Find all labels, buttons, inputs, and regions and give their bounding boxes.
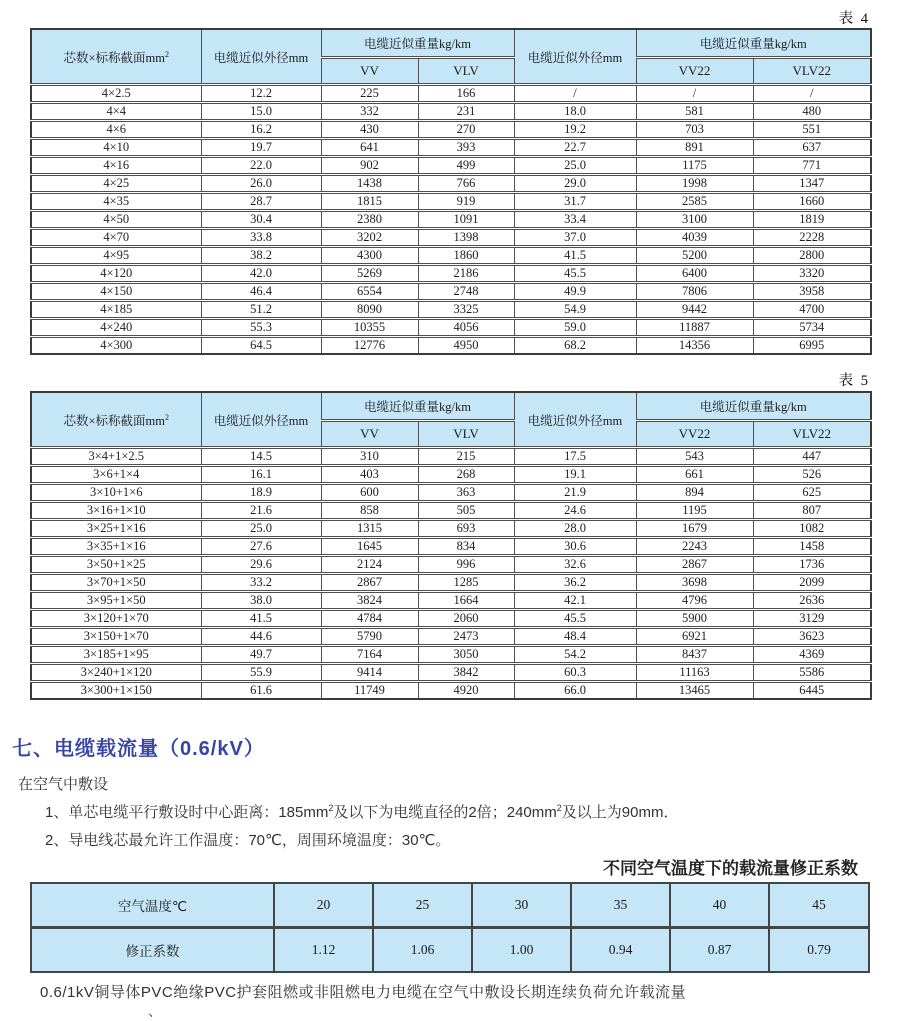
table-cell: 215 <box>418 448 514 466</box>
table-cell: 393 <box>418 139 514 157</box>
table-cell: 1438 <box>321 175 418 193</box>
table-cell: 581 <box>636 103 753 121</box>
air-temperature-label: 空气温度℃ <box>31 883 274 928</box>
table-row <box>31 283 871 301</box>
table-cell: 2867 <box>321 574 418 592</box>
table-cell: 5586 <box>753 664 871 682</box>
table-cell: 4700 <box>753 301 871 319</box>
table-cell: 1.12 <box>274 928 373 973</box>
table-cell: 3×185+1×95 <box>31 646 201 664</box>
table-row <box>31 157 871 175</box>
table-cell: 29.0 <box>514 175 636 193</box>
section-heading: 七、电缆载流量（0.6/kV） <box>12 738 265 760</box>
table-cell: / <box>514 85 636 103</box>
table-cell: 8090 <box>321 301 418 319</box>
note-item-2: 2、导电线芯最允许工作温度：70℃，周围环境温度：30℃。 <box>45 832 451 849</box>
table-cell: 834 <box>418 538 514 556</box>
table-cell: 703 <box>636 121 753 139</box>
table-cell: 0.79 <box>769 928 869 973</box>
table-cell: 332 <box>321 103 418 121</box>
table-cell: 3×120+1×70 <box>31 610 201 628</box>
col-header-weight-2: 电缆近似重量kg/km <box>636 392 871 421</box>
table-cell: 231 <box>418 103 514 121</box>
table-row <box>31 574 871 592</box>
table-cell: 30.4 <box>201 211 321 229</box>
table-cell: 61.6 <box>201 682 321 700</box>
table-cell: 41.5 <box>514 247 636 265</box>
table4-body <box>31 85 871 355</box>
table-cell: 3×4+1×2.5 <box>31 448 201 466</box>
col-header-vlv: VLV <box>418 421 514 448</box>
table-row <box>31 646 871 664</box>
table-cell: 551 <box>753 121 871 139</box>
col-header-vv22: VV22 <box>636 421 753 448</box>
table-cell: 3698 <box>636 574 753 592</box>
correction-factor-table <box>30 882 870 973</box>
table-cell: 3842 <box>418 664 514 682</box>
table-cell: 48.4 <box>514 628 636 646</box>
table-cell: 637 <box>753 139 871 157</box>
table-cell: 3129 <box>753 610 871 628</box>
table-cell: 891 <box>636 139 753 157</box>
table-cell: 4×35 <box>31 193 201 211</box>
table-cell: 2748 <box>418 283 514 301</box>
table-cell: 3×95+1×50 <box>31 592 201 610</box>
table-row <box>31 211 871 229</box>
col-header-outer-diameter-1: 电缆近似外径mm <box>201 392 321 448</box>
col-header-weight-1: 电缆近似重量kg/km <box>321 29 514 58</box>
table-cell: 26.0 <box>201 175 321 193</box>
table-cell: 310 <box>321 448 418 466</box>
table-cell: 25.0 <box>201 520 321 538</box>
table-row <box>31 247 871 265</box>
note-item-1: 1、单芯电缆平行敷设时中心距离：$185mm^2$及以下为电缆直径的2倍；$240mm^2$及以上为90mm． <box>45 803 679 821</box>
table-cell: 919 <box>418 193 514 211</box>
superscript: 2 <box>165 412 169 422</box>
table-cell: 225 <box>321 85 418 103</box>
table-cell: 1736 <box>753 556 871 574</box>
col-header-outer-diameter-2: 电缆近似外径mm <box>514 392 636 448</box>
table-cell: 45 <box>769 883 869 928</box>
table-cell: 11163 <box>636 664 753 682</box>
table-cell: 4369 <box>753 646 871 664</box>
table-row <box>31 265 871 283</box>
table-cell: 12.2 <box>201 85 321 103</box>
table-row <box>31 121 871 139</box>
table-cell: 1195 <box>636 502 753 520</box>
table-cell: 1458 <box>753 538 871 556</box>
table-cell: 41.5 <box>201 610 321 628</box>
table-cell: 1.00 <box>472 928 571 973</box>
table-cell: 18.0 <box>514 103 636 121</box>
table-cell: 4796 <box>636 592 753 610</box>
table-cell: 2585 <box>636 193 753 211</box>
table-cell: 28.7 <box>201 193 321 211</box>
table-cell: 1660 <box>753 193 871 211</box>
table-cell: 1398 <box>418 229 514 247</box>
table-cell: 14356 <box>636 337 753 355</box>
table-cell: 4920 <box>418 682 514 700</box>
air-temperature-row <box>31 883 869 928</box>
table-cell: 1347 <box>753 175 871 193</box>
table-cell: 166 <box>418 85 514 103</box>
col-header-vlv22: VLV22 <box>753 58 871 85</box>
table-cell: 4950 <box>418 337 514 355</box>
table-cell: 499 <box>418 157 514 175</box>
table-cell: 2060 <box>418 610 514 628</box>
table-cell: 4039 <box>636 229 753 247</box>
col-header-core-section: 芯数×标称截面$mm^2$ <box>31 392 201 448</box>
table-cell: 3824 <box>321 592 418 610</box>
table-cell: 21.6 <box>201 502 321 520</box>
table-cell: 30.6 <box>514 538 636 556</box>
table-cell: 3×6+1×4 <box>31 466 201 484</box>
table-cell: 40 <box>670 883 769 928</box>
table-row <box>31 448 871 466</box>
table-cell: 11749 <box>321 682 418 700</box>
table-cell: 3623 <box>753 628 871 646</box>
table-cell: 4×150 <box>31 283 201 301</box>
superscript: 2 <box>556 803 562 813</box>
table-cell: 3×240+1×120 <box>31 664 201 682</box>
superscript: 2 <box>165 49 169 59</box>
table4-cable-spec <box>30 28 872 355</box>
table-cell: 526 <box>753 466 871 484</box>
table-row <box>31 538 871 556</box>
table-cell: 11887 <box>636 319 753 337</box>
table-row <box>31 175 871 193</box>
table-row <box>31 664 871 682</box>
table-cell: 4×4 <box>31 103 201 121</box>
table-row <box>31 103 871 121</box>
table-cell: 19.7 <box>201 139 321 157</box>
table-cell: 49.7 <box>201 646 321 664</box>
table-cell: 46.4 <box>201 283 321 301</box>
table-cell: 12776 <box>321 337 418 355</box>
table-cell: 3958 <box>753 283 871 301</box>
table-row <box>31 337 871 355</box>
table-row <box>31 301 871 319</box>
table-cell: 35 <box>571 883 670 928</box>
table-cell: 3×150+1×70 <box>31 628 201 646</box>
table-cell: 28.0 <box>514 520 636 538</box>
table-cell: 543 <box>636 448 753 466</box>
table-cell: 5269 <box>321 265 418 283</box>
table-cell: 54.9 <box>514 301 636 319</box>
table-cell: 270 <box>418 121 514 139</box>
table-cell: / <box>636 85 753 103</box>
table-cell: 4056 <box>418 319 514 337</box>
table-cell: 3320 <box>753 265 871 283</box>
table-cell: 2186 <box>418 265 514 283</box>
table-cell: 480 <box>753 103 871 121</box>
table-cell: 6400 <box>636 265 753 283</box>
table-cell: 66.0 <box>514 682 636 700</box>
table-cell: 3×70+1×50 <box>31 574 201 592</box>
table-cell: 3×50+1×25 <box>31 556 201 574</box>
table-row <box>31 610 871 628</box>
table-cell: 9442 <box>636 301 753 319</box>
table-cell: 37.0 <box>514 229 636 247</box>
col-header-outer-diameter-2: 电缆近似外径mm <box>514 29 636 85</box>
table-cell: 8437 <box>636 646 753 664</box>
table-row <box>31 682 871 700</box>
table-cell: 19.2 <box>514 121 636 139</box>
table-cell: 1860 <box>418 247 514 265</box>
table-cell: 1998 <box>636 175 753 193</box>
table-cell: 38.2 <box>201 247 321 265</box>
table-cell: 0.87 <box>670 928 769 973</box>
table-cell: 19.1 <box>514 466 636 484</box>
table-cell: 4×185 <box>31 301 201 319</box>
col-header-vv: VV <box>321 58 418 85</box>
table-cell: 3100 <box>636 211 753 229</box>
table-cell: 49.9 <box>514 283 636 301</box>
table-cell: 1664 <box>418 592 514 610</box>
table-cell: 996 <box>418 556 514 574</box>
table-cell: 7164 <box>321 646 418 664</box>
table-cell: 55.9 <box>201 664 321 682</box>
footer-text: 0.6/1kV铜导体PVC绝缘PVC护套阻燃或非阻燃电力电缆在空气中敷设长期连续负荷允许载流量 <box>40 984 687 1001</box>
table-cell: 1645 <box>321 538 418 556</box>
table-cell: 30 <box>472 883 571 928</box>
table-cell: 1.06 <box>373 928 472 973</box>
table-cell: 5900 <box>636 610 753 628</box>
table-cell: 4×16 <box>31 157 201 175</box>
table-cell: 36.2 <box>514 574 636 592</box>
table5-cable-spec <box>30 391 872 700</box>
table-cell: 1679 <box>636 520 753 538</box>
table5-label: 表 5 <box>838 373 870 389</box>
table-cell: 3202 <box>321 229 418 247</box>
table-cell: 20 <box>274 883 373 928</box>
table-cell: 3050 <box>418 646 514 664</box>
table-cell: 807 <box>753 502 871 520</box>
col-header-weight-1: 电缆近似重量kg/km <box>321 392 514 421</box>
table-cell: 6554 <box>321 283 418 301</box>
table-cell: 4300 <box>321 247 418 265</box>
table-cell: 858 <box>321 502 418 520</box>
col-header-weight-2: 电缆近似重量kg/km <box>636 29 871 58</box>
table-cell: 641 <box>321 139 418 157</box>
table-cell: 21.9 <box>514 484 636 502</box>
table-row <box>31 484 871 502</box>
col-header-vv: VV <box>321 421 418 448</box>
table-cell: 771 <box>753 157 871 175</box>
col-header-outer-diameter-1: 电缆近似外径mm <box>201 29 321 85</box>
table-cell: 4×10 <box>31 139 201 157</box>
table-cell: 430 <box>321 121 418 139</box>
table-cell: 3×10+1×6 <box>31 484 201 502</box>
table-cell: 33.4 <box>514 211 636 229</box>
table-cell: 4×6 <box>31 121 201 139</box>
col-header-core-section: 芯数×标称截面$mm^2$ <box>31 29 201 85</box>
table-cell: 22.0 <box>201 157 321 175</box>
table-cell: 4×300 <box>31 337 201 355</box>
table-row <box>31 502 871 520</box>
table-row <box>31 229 871 247</box>
table-cell: 3×16+1×10 <box>31 502 201 520</box>
table-cell: 54.2 <box>514 646 636 664</box>
table-cell: 33.2 <box>201 574 321 592</box>
table-cell: 6445 <box>753 682 871 700</box>
footer-partial-next-line: 、 <box>148 1003 162 1019</box>
table-cell: 2380 <box>321 211 418 229</box>
table-cell: 15.0 <box>201 103 321 121</box>
table-cell: 59.0 <box>514 319 636 337</box>
table-cell: 17.5 <box>514 448 636 466</box>
table-cell: 68.2 <box>514 337 636 355</box>
table-cell: 7806 <box>636 283 753 301</box>
table-cell: 902 <box>321 157 418 175</box>
table-row <box>31 592 871 610</box>
table-cell: 447 <box>753 448 871 466</box>
table-cell: 2099 <box>753 574 871 592</box>
table-cell: 45.5 <box>514 610 636 628</box>
table-cell: 16.1 <box>201 466 321 484</box>
table-cell: 2473 <box>418 628 514 646</box>
table-cell: 55.3 <box>201 319 321 337</box>
table-cell: 0.94 <box>571 928 670 973</box>
table-row <box>31 193 871 211</box>
table-cell: 2636 <box>753 592 871 610</box>
correction-table-title: 不同空气温度下的载流量修正系数 <box>603 859 858 878</box>
table-cell: 4×120 <box>31 265 201 283</box>
table-cell: 1082 <box>753 520 871 538</box>
table-cell: 3×25+1×16 <box>31 520 201 538</box>
table-row <box>31 628 871 646</box>
table-cell: 4784 <box>321 610 418 628</box>
table-cell: 60.3 <box>514 664 636 682</box>
table-cell: 9414 <box>321 664 418 682</box>
table-cell: 600 <box>321 484 418 502</box>
table-cell: 13465 <box>636 682 753 700</box>
table-cell: 4×70 <box>31 229 201 247</box>
table-cell: 4×2.5 <box>31 85 201 103</box>
table-cell: 5200 <box>636 247 753 265</box>
table-cell: 6921 <box>636 628 753 646</box>
table-row <box>31 520 871 538</box>
table-cell: 403 <box>321 466 418 484</box>
table-cell: 16.2 <box>201 121 321 139</box>
table-cell: 1285 <box>418 574 514 592</box>
table-cell: 3325 <box>418 301 514 319</box>
table-cell: 31.7 <box>514 193 636 211</box>
table-cell: 29.6 <box>201 556 321 574</box>
table-cell: 3×300+1×150 <box>31 682 201 700</box>
table-row <box>31 466 871 484</box>
table-cell: 25.0 <box>514 157 636 175</box>
table-row <box>31 319 871 337</box>
table-cell: 38.0 <box>201 592 321 610</box>
table-cell: 625 <box>753 484 871 502</box>
table5-body <box>31 448 871 700</box>
table-cell: 22.7 <box>514 139 636 157</box>
table-cell: 27.6 <box>201 538 321 556</box>
table-cell: 894 <box>636 484 753 502</box>
table-cell: 64.5 <box>201 337 321 355</box>
table-cell: 6995 <box>753 337 871 355</box>
table-row <box>31 85 871 103</box>
table-cell: 2243 <box>636 538 753 556</box>
table-cell: 4×95 <box>31 247 201 265</box>
section-line-laying: 在空气中敷设 <box>18 776 109 793</box>
table-cell: 4×50 <box>31 211 201 229</box>
table-cell: 24.6 <box>514 502 636 520</box>
table-cell: 2124 <box>321 556 418 574</box>
table-cell: 18.9 <box>201 484 321 502</box>
table-cell: 4×25 <box>31 175 201 193</box>
col-header-vlv: VLV <box>418 58 514 85</box>
table-cell: / <box>753 85 871 103</box>
table-cell: 4×240 <box>31 319 201 337</box>
table-cell: 5790 <box>321 628 418 646</box>
table-cell: 1091 <box>418 211 514 229</box>
table-row <box>31 556 871 574</box>
superscript: 2 <box>328 803 334 813</box>
table-cell: 1315 <box>321 520 418 538</box>
table-cell: 10355 <box>321 319 418 337</box>
table-row <box>31 139 871 157</box>
correction-factor-row <box>31 928 869 973</box>
table-cell: 2867 <box>636 556 753 574</box>
table-cell: 51.2 <box>201 301 321 319</box>
table-cell: 1819 <box>753 211 871 229</box>
table4-label: 表 4 <box>838 11 870 27</box>
table-cell: 44.6 <box>201 628 321 646</box>
table-cell: 32.6 <box>514 556 636 574</box>
table-cell: 2228 <box>753 229 871 247</box>
table-cell: 1175 <box>636 157 753 175</box>
col-header-vv22: VV22 <box>636 58 753 85</box>
table-cell: 661 <box>636 466 753 484</box>
table-cell: 5734 <box>753 319 871 337</box>
table-cell: 268 <box>418 466 514 484</box>
table-cell: 3×35+1×16 <box>31 538 201 556</box>
table-cell: 505 <box>418 502 514 520</box>
table-cell: 42.0 <box>201 265 321 283</box>
table-cell: 363 <box>418 484 514 502</box>
table-cell: 42.1 <box>514 592 636 610</box>
table-cell: 2800 <box>753 247 871 265</box>
table-cell: 14.5 <box>201 448 321 466</box>
table-cell: 45.5 <box>514 265 636 283</box>
table-cell: 25 <box>373 883 472 928</box>
col-header-vlv22: VLV22 <box>753 421 871 448</box>
table-cell: 693 <box>418 520 514 538</box>
table-cell: 33.8 <box>201 229 321 247</box>
correction-factor-label: 修正系数 <box>31 928 274 973</box>
table-cell: 1815 <box>321 193 418 211</box>
table-cell: 766 <box>418 175 514 193</box>
